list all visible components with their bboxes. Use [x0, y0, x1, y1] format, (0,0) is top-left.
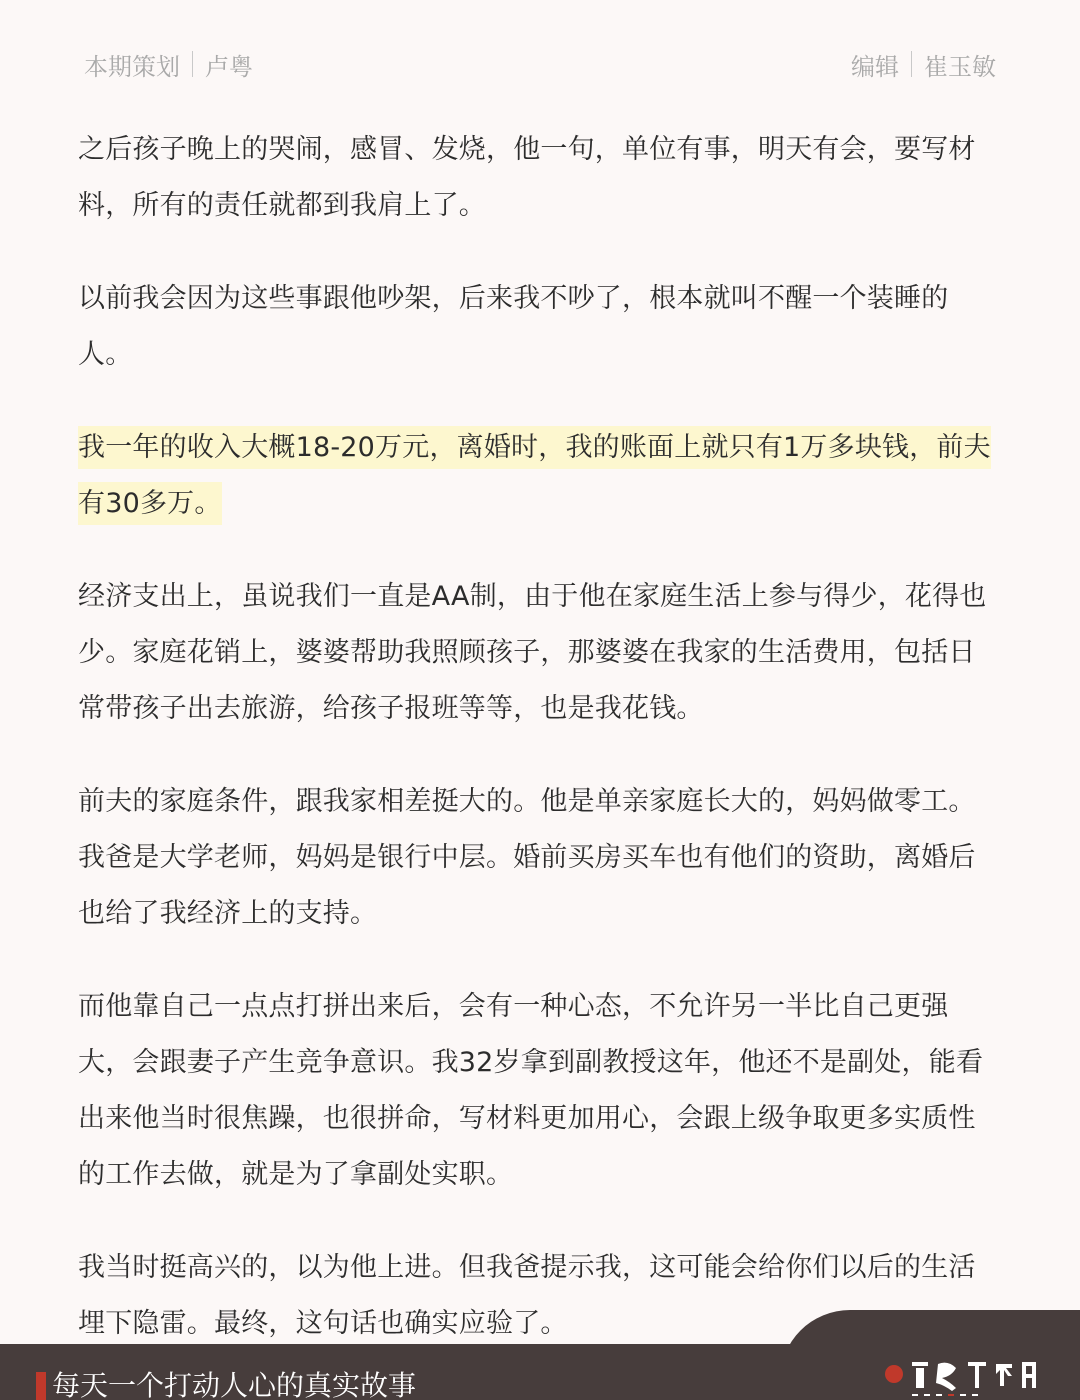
paragraph: 以前我会因为这些事跟他吵架，后来我不吵了，根本就叫不醒一个装睡的人。 [78, 283, 949, 370]
planner-label: 本期策划 [84, 52, 180, 81]
planner-credit [84, 47, 253, 82]
footer-slogan-wrap [36, 1360, 416, 1400]
paragraph: 之后孩子晚上的哭闹，感冒、发烧，他一句，单位有事，明天有会，要写材料，所有的责任就都到我肩上了。 [78, 134, 976, 221]
byline-divider [911, 51, 912, 77]
paragraph: 我当时挺高兴的，以为他上进。但我爸提示我，这可能会给你们以后的生活埋下隐雷。最终，这句话也确实应验了。 [78, 1252, 976, 1339]
paragraph: 前夫的家庭条件，跟我家相差挺大的。他是单亲家庭长大的，妈妈做零工。我爸是大学老师，妈妈是银行中层。婚前买房买车也有他们的资助，离婚后也给了我经济上的支持。 [78, 786, 976, 929]
highlighted-text: 我一年的收入大概18-20万元，离婚时，我的账面上就只有1万多块钱，前夫有30多万。 [78, 426, 991, 525]
brand-logo-icon [872, 1352, 1052, 1400]
article-body [78, 122, 1002, 1389]
paragraph: 经济支出上，虽说我们一直是AA制，由于他在家庭生活上参与得少，花得也少。家庭花销上，婆婆帮助我照顾孩子，那婆婆在我家的生活费用，包括日常带孩子出去旅游，给孩子报班等等，也是我花钱。 [78, 581, 987, 724]
brand-logo [872, 1352, 1052, 1400]
editor-name: 崔玉敏 [924, 52, 996, 81]
footer-slogan: 每天一个打动人心的真实故事 [52, 1369, 417, 1400]
byline-divider [192, 51, 193, 77]
planner-name: 卢粤 [205, 52, 253, 81]
editor-credit [851, 47, 996, 82]
highlighted-paragraph [78, 420, 1002, 532]
accent-mark [36, 1372, 46, 1400]
byline [84, 44, 996, 84]
paragraph: 而他靠自己一点点打拼出来后，会有一种心态，不允许另一半比自己更强大，会跟妻子产生竞争意识。我32岁拿到副教授这年，他还不是副处，能看出来他当时很焦躁，也很拼命，写材料更加用心，会跟上级争取更多实质性的工作去做，就是为了拿副处实职。 [78, 991, 984, 1190]
editor-label: 编辑 [851, 52, 899, 81]
